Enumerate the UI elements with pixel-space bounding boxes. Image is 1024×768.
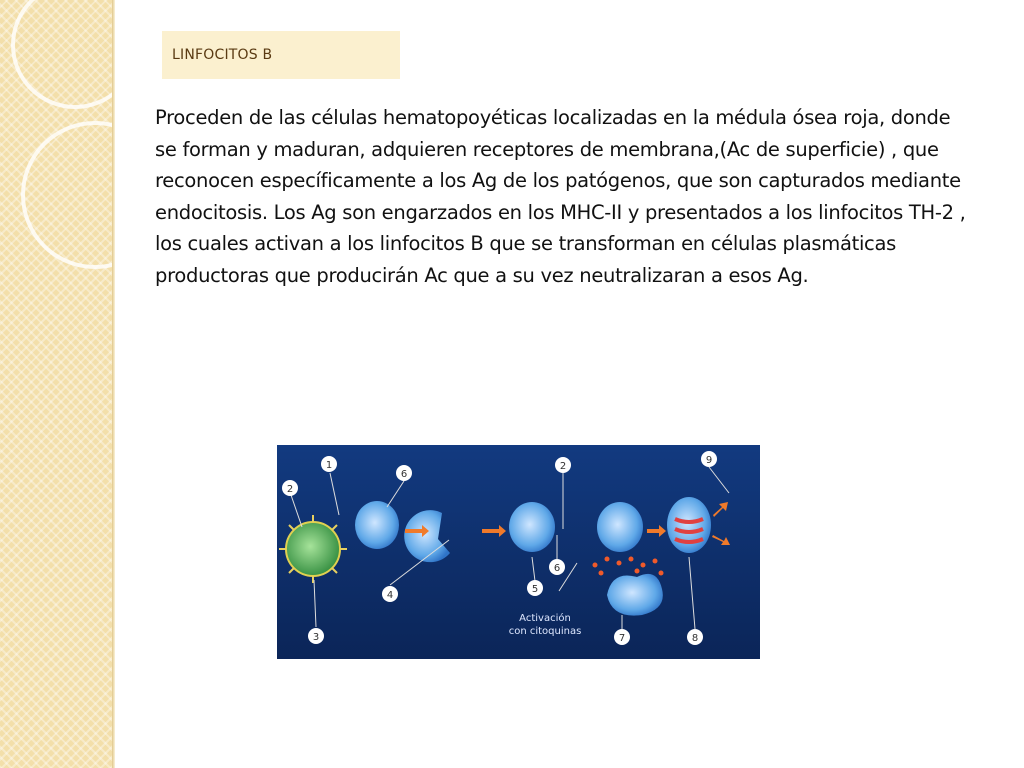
callout-1 bbox=[321, 456, 337, 472]
callout-9 bbox=[701, 451, 717, 467]
svg-text:1: 1 bbox=[325, 460, 333, 471]
callout-7 bbox=[614, 629, 630, 645]
svg-text:5: 5 bbox=[531, 584, 539, 595]
callout-3 bbox=[308, 628, 324, 644]
svg-text:9: 9 bbox=[705, 455, 713, 466]
pathogen-shape bbox=[279, 515, 347, 583]
svg-text:2: 2 bbox=[286, 484, 294, 495]
svg-text:3: 3 bbox=[312, 632, 320, 643]
callout-5 bbox=[527, 580, 543, 596]
callout-2-second bbox=[555, 457, 571, 473]
b-cell-activation-figure bbox=[277, 445, 760, 659]
title-box bbox=[162, 31, 400, 79]
sidebar-edge bbox=[112, 0, 115, 768]
callout-4 bbox=[382, 586, 398, 602]
figure-caption-line2: con citoquinas bbox=[508, 626, 582, 637]
svg-text:2: 2 bbox=[559, 461, 567, 472]
slide-body-text: Proceden de las células hematopoyéticas localizadas en la médula ósea roja, donde se forman y maduran, adquieren receptores de membrana,(Ac de superficie) , que reconocen específicamente a los Ag de los patógenos, que son capturados mediante endocitosis. Los Ag son engarzados en los MHC-II y presentados a los linfocitos TH-2 , los cuales activan a los linfocitos B que se transforman en células plasmáticas productoras que producirán Ac que a su vez neutralizaran a esos Ag. bbox=[155, 106, 966, 287]
svg-text:7: 7 bbox=[618, 633, 626, 644]
callout-8 bbox=[687, 629, 703, 645]
svg-text:6: 6 bbox=[400, 469, 408, 480]
slide-title: LINFOCITOS B bbox=[172, 47, 273, 63]
sidebar-circles-decoration bbox=[0, 0, 112, 768]
callout-6-second bbox=[549, 559, 565, 575]
svg-text:8: 8 bbox=[691, 633, 699, 644]
figure-illustration bbox=[277, 445, 760, 659]
svg-text:4: 4 bbox=[386, 590, 394, 601]
callout-6 bbox=[396, 465, 412, 481]
svg-text:6: 6 bbox=[553, 563, 561, 574]
figure-caption-line1: Activación bbox=[519, 613, 571, 624]
callout-2 bbox=[282, 480, 298, 496]
decorative-sidebar bbox=[0, 0, 112, 768]
